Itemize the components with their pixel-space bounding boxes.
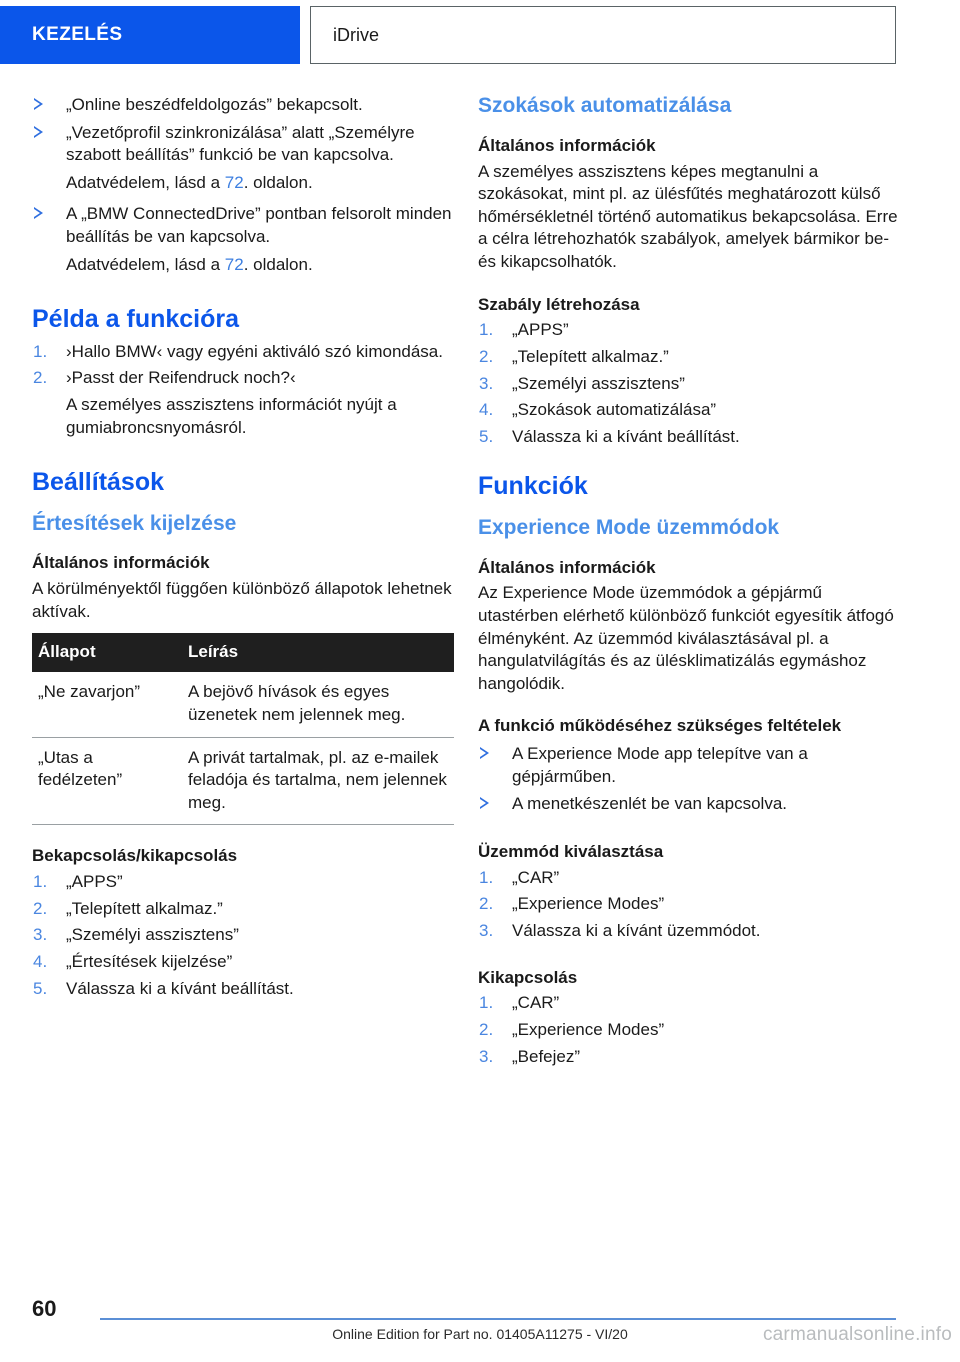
- list-item: ›Hallo BMW‹ vagy egyéni aktiváló szó kimondása.: [66, 341, 443, 361]
- habits-general-paragraph: A személyes asszisztens képes megtanulni a szokásokat, mint pl. az ülésfűtés meghatározott külső hőmérsékletnél történő automatikus bekapcsolása. Erre a célra létrehozhatók szabályok, amelyek bármikor be- és kikapcsolhatók.: [478, 161, 898, 271]
- list-item: „Értesítések kijelzése”: [66, 952, 233, 972]
- header-section-label: iDrive: [333, 24, 380, 45]
- prerequisite-bullet-list: [32, 94, 454, 167]
- table-column-header-state: Állapot: [32, 633, 182, 672]
- page-header: [0, 6, 960, 64]
- list-item: „Szokások automatizálása”: [512, 400, 717, 420]
- list-item: „APPS”: [512, 320, 569, 340]
- heading-switch-off: Kikapcsolás: [478, 967, 578, 987]
- list-item: [32, 203, 454, 248]
- bullet-text: A menetkészenlét be van kapcsolva.: [512, 794, 787, 814]
- subsection-heading-experience-mode: Experience Mode üzemmódok: [478, 515, 780, 539]
- experience-general-paragraph: Az Experience Mode üzemmódok a gépjármű utastérben elérhető különböző funkciót egyesítik átfogó élményként. Az üzemmód kiválasztásával pl. a hangulatvilágítás és az ülésklimatizálás egymáshoz hangolódik.: [478, 583, 894, 693]
- list-item: ›Passt der Reifendruck noch?‹: [66, 368, 296, 388]
- example-result-note: A személyes asszisztens információt nyújt a gumiabroncsnyomásról.: [66, 394, 397, 437]
- list-item: Válassza ki a kívánt üzemmódot.: [512, 920, 761, 940]
- list-item: [32, 94, 454, 117]
- bullet-text: „Online beszédfeldolgozás” bekapcsolt.: [66, 95, 363, 114]
- list-item: „APPS”: [66, 872, 123, 892]
- bullet-text: A Experience Mode app telepítve van a gépjárműben.: [512, 744, 808, 786]
- list-item: [478, 793, 900, 816]
- subsection-heading-notifications: Értesítések kijelzése: [32, 511, 237, 535]
- heading-create-rule: Szabály létrehozása: [478, 294, 640, 314]
- conditions-bullet-list: [478, 743, 900, 816]
- note-suffix: . oldalon.: [243, 172, 313, 192]
- table-cell-description: A bejövő hívások és egyes üzenetek nem jelennek meg.: [182, 672, 454, 737]
- left-column: [32, 94, 454, 1004]
- note-prefix: Adatvédelem, lásd a: [66, 172, 225, 192]
- triangle-bullet-icon: [480, 797, 489, 809]
- table-cell-state: „Ne zavarjon”: [32, 672, 182, 737]
- triangle-bullet-icon: [480, 747, 489, 759]
- list-item: Válassza ki a kívánt beállítást.: [512, 426, 740, 446]
- page-footer: [0, 1284, 960, 1362]
- bullet-text: „Vezetőprofil szinkronizálása” alatt „Személyre szabott beállítás” funkció be van kapcsolva.: [66, 122, 415, 165]
- list-item: „Személyi asszisztens”: [512, 373, 685, 393]
- list-item: „Telepített alkalmaz.”: [66, 898, 223, 918]
- table-cell-state: „Utas a fedélzeten”: [32, 737, 182, 825]
- status-table: [32, 633, 454, 825]
- table-body: [32, 672, 454, 825]
- table-row: [32, 672, 454, 737]
- page-number: 60: [32, 1296, 57, 1321]
- on-off-steps-list: [32, 871, 454, 1000]
- header-section-tab[interactable]: [310, 6, 896, 64]
- table-column-header-description: Leírás: [182, 633, 454, 672]
- switch-off-steps-list: [478, 992, 900, 1068]
- list-item: [32, 122, 454, 167]
- list-item: „CAR”: [512, 867, 560, 887]
- heading-habits-general-info: Általános információk: [478, 135, 656, 155]
- note-suffix: . oldalon.: [243, 254, 313, 274]
- note-prefix: Adatvédelem, lásd a: [66, 254, 225, 274]
- page-reference-link[interactable]: 72: [224, 254, 244, 274]
- site-watermark: carmanualsonline.info: [762, 1324, 952, 1345]
- cross-reference-note: [32, 172, 454, 195]
- heading-general-info: Általános információk: [32, 553, 210, 573]
- triangle-bullet-icon: [34, 98, 43, 110]
- page-reference-link[interactable]: 72: [224, 172, 244, 192]
- list-item: „CAR”: [512, 993, 560, 1013]
- heading-on-off: Bekapcsolás/kikapcsolás: [32, 846, 238, 866]
- heading-experience-general-info: Általános információk: [478, 557, 656, 577]
- list-item: Válassza ki a kívánt beállítást.: [66, 978, 294, 998]
- general-info-paragraph: A körülményektől függően különböző állapotok lehetnek aktívak.: [32, 579, 452, 621]
- table-header: [32, 633, 454, 672]
- bullet-text: A „BMW ConnectedDrive” pontban felsorolt minden beállítás be van kapcsolva.: [66, 204, 452, 247]
- heading-mode-selection: Üzemmód kiválasztása: [478, 842, 664, 861]
- subsection-heading-habits: Szokások automatizálása: [478, 94, 732, 117]
- prerequisite-bullet-list-cont: [32, 203, 454, 248]
- triangle-bullet-icon: [34, 126, 43, 138]
- header-chapter-tab[interactable]: [0, 6, 300, 64]
- footer-divider: [100, 1318, 896, 1320]
- list-item: „Személyi asszisztens”: [66, 925, 239, 945]
- create-rule-steps-list: [478, 319, 900, 448]
- table-header-row: [32, 633, 454, 672]
- list-item: „Experience Modes”: [512, 894, 665, 914]
- cross-reference-note: [32, 254, 454, 277]
- heading-conditions: A funkció működéséhez szükséges feltételek: [478, 716, 842, 736]
- right-column: [478, 94, 900, 1072]
- table-row: [32, 737, 454, 825]
- list-item: „Befejez”: [512, 1046, 581, 1066]
- list-item: [478, 743, 900, 788]
- section-heading-functions: Funkciók: [478, 472, 588, 501]
- table-cell-description: A privát tartalmak, pl. az e-mailek feladója és tartalma, nem jelennek meg.: [182, 737, 454, 825]
- list-item: „Experience Modes”: [512, 1019, 665, 1039]
- section-heading-settings: Beállítások: [32, 468, 165, 497]
- header-chapter-label: KEZELÉS: [32, 24, 123, 45]
- list-item: „Telepített alkalmaz.”: [512, 346, 669, 366]
- mode-selection-steps-list: [478, 867, 900, 943]
- edition-note: Online Edition for Part no. 01405A11275 - VI/20: [332, 1326, 628, 1342]
- section-heading-example: Példa a funkcióra: [32, 305, 240, 334]
- example-steps-list: [32, 341, 454, 390]
- triangle-bullet-icon: [34, 207, 43, 219]
